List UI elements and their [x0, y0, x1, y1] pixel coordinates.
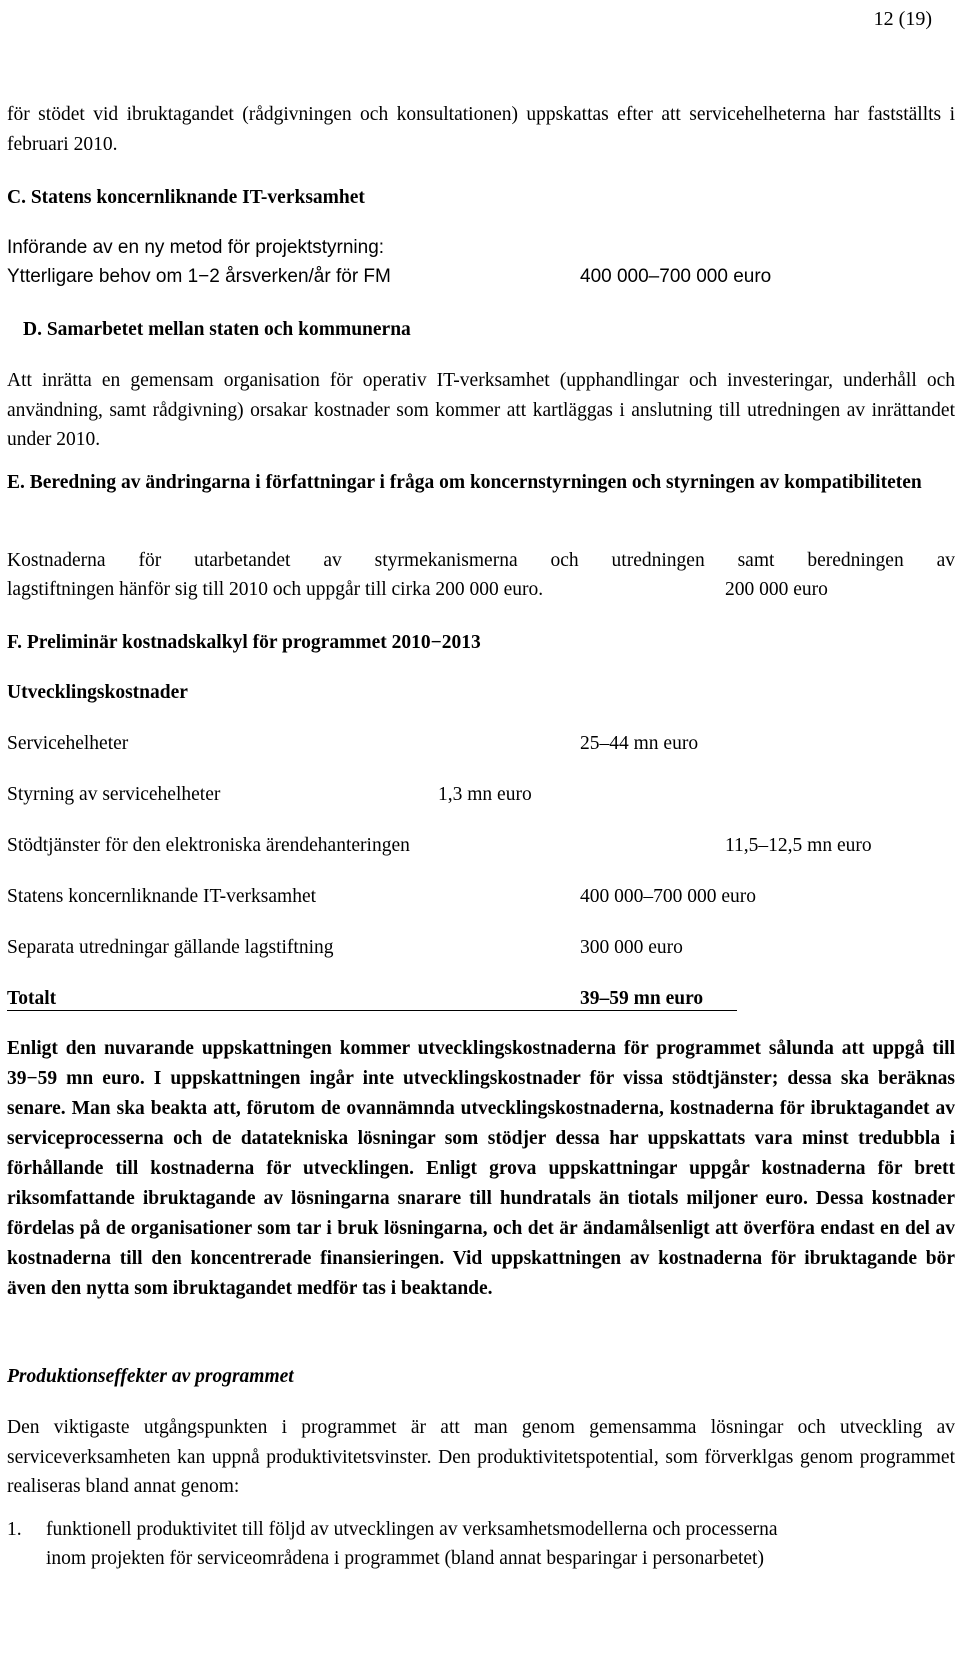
total-label: Totalt — [7, 988, 57, 1009]
list-item-line2: inom projekten för serviceområdena i programmet (bland annat besparingar i personarbetet) — [46, 1548, 764, 1569]
cost-row-label: Servicehelheter — [7, 733, 129, 754]
cost-summary-paragraph: Enligt den nuvarande uppskattningen kommer utvecklingskostnaderna för programmet sålunda att uppgå till 39−59 mn euro. I uppskattningen ingår inte utvecklingskostnader för vissa stödtjänster; dessa ska beräknas senare. Man ska beakta att, förutom de ovannämnda utvecklingskostnaderna, kostnaderna för ibruktagandet av serviceprocesserna och de datatekniska lösningar som stödjer dessa har uppskattats vara minst tredubbla i förhållande till kostnaderna för utvecklingen. Enligt grova uppskattningar uppgår kostnaderna för brett riksomfattande ibruktagande av lösningarna snarare till hundratals än tiotals miljoner euro. Dessa kostnader fördelas på de organisationer som tar i bruk lösningarna, och det är ändamålsenligt att överföra endast en del av kostnaderna till den koncentrerade finansieringen. Vid uppskattningen av kostnaderna för ibruktagande bör även den nytta som ibruktagandet medför tas i beaktande. — [7, 1038, 955, 1299]
page-number: 12 (19) — [873, 8, 932, 30]
cost-row-label: Separata utredningar gällande lagstiftning — [7, 937, 334, 958]
section-e-amount: 200 000 euro — [725, 579, 828, 600]
section-e-body-line1: Kostnaderna för utarbetandet av styrmekanismerna och utredningen samt beredningen av — [7, 550, 955, 571]
cost-row-amount: 1,3 mn euro — [438, 784, 532, 805]
list-item-line1: funktionell produktivitet till följd av utvecklingen av verksamhetsmodellerna och processerna — [46, 1519, 778, 1540]
section-f-heading: F. Preliminär kostnadskalkyl för programmet 2010−2013 — [7, 632, 481, 653]
cost-row-amount: 25–44 mn euro — [580, 733, 699, 754]
production-heading: Produktionseffekter av programmet — [7, 1366, 294, 1387]
section-e-heading: E. Beredning av ändringarna i författningar i fråga om koncernstyrningen och styrningen av kompatibiliteten — [7, 472, 922, 493]
section-d-body: Att inrätta en gemensam organisation för operativ IT-verksamhet (upphandlingar och investeringar, underhåll och användning, samt rådgivning) orsakar kostnader som kommer att kartläggas i anslutning till utredningen av inrättandet under 2010. — [7, 370, 955, 450]
section-f-subheading: Utvecklingskostnader — [7, 682, 188, 703]
section-c-heading: C. Statens koncernliknande IT-verksamhet — [7, 187, 365, 208]
cost-row-label: Styrning av servicehelheter — [7, 784, 221, 805]
production-paragraph: Den viktigaste utgångspunkten i programmet är att man genom gemensamma lösningar och utveckling av serviceverksamheten kan uppnå produktivitetsvinster. Den produktivitetspotential, som förverklgas genom programmet realiseras bland annat genom: — [7, 1417, 955, 1497]
cost-row-label: Stödtjänster för den elektroniska ärendehanteringen — [7, 835, 410, 856]
cost-row-amount: 400 000–700 000 euro — [580, 886, 757, 907]
section-e-body-line2: lagstiftningen hänför sig till 2010 och uppgår till cirka 200 000 euro. — [7, 579, 544, 600]
intro-paragraph: för stödet vid ibruktagandet (rådgivningen och konsultationen) uppskattas efter att servicehelheterna har fastställts i februari 2010. — [7, 104, 955, 155]
section-c-line1: Införande av en ny metod för projektstyrning: — [7, 237, 385, 258]
cost-row-amount: 300 000 euro — [580, 937, 683, 958]
cost-row-amount: 11,5–12,5 mn euro — [725, 835, 872, 856]
section-d-heading: D. Samarbetet mellan staten och kommunerna — [23, 319, 411, 340]
total-underline — [7, 1010, 737, 1011]
section-c-amount: 400 000–700 000 euro — [580, 266, 772, 287]
total-amount: 39–59 mn euro — [580, 988, 704, 1009]
list-item-number: 1. — [7, 1519, 22, 1540]
cost-row-label: Statens koncernliknande IT-verksamhet — [7, 886, 317, 907]
section-c-line2: Ytterligare behov om 1−2 årsverken/år för FM — [7, 266, 391, 287]
